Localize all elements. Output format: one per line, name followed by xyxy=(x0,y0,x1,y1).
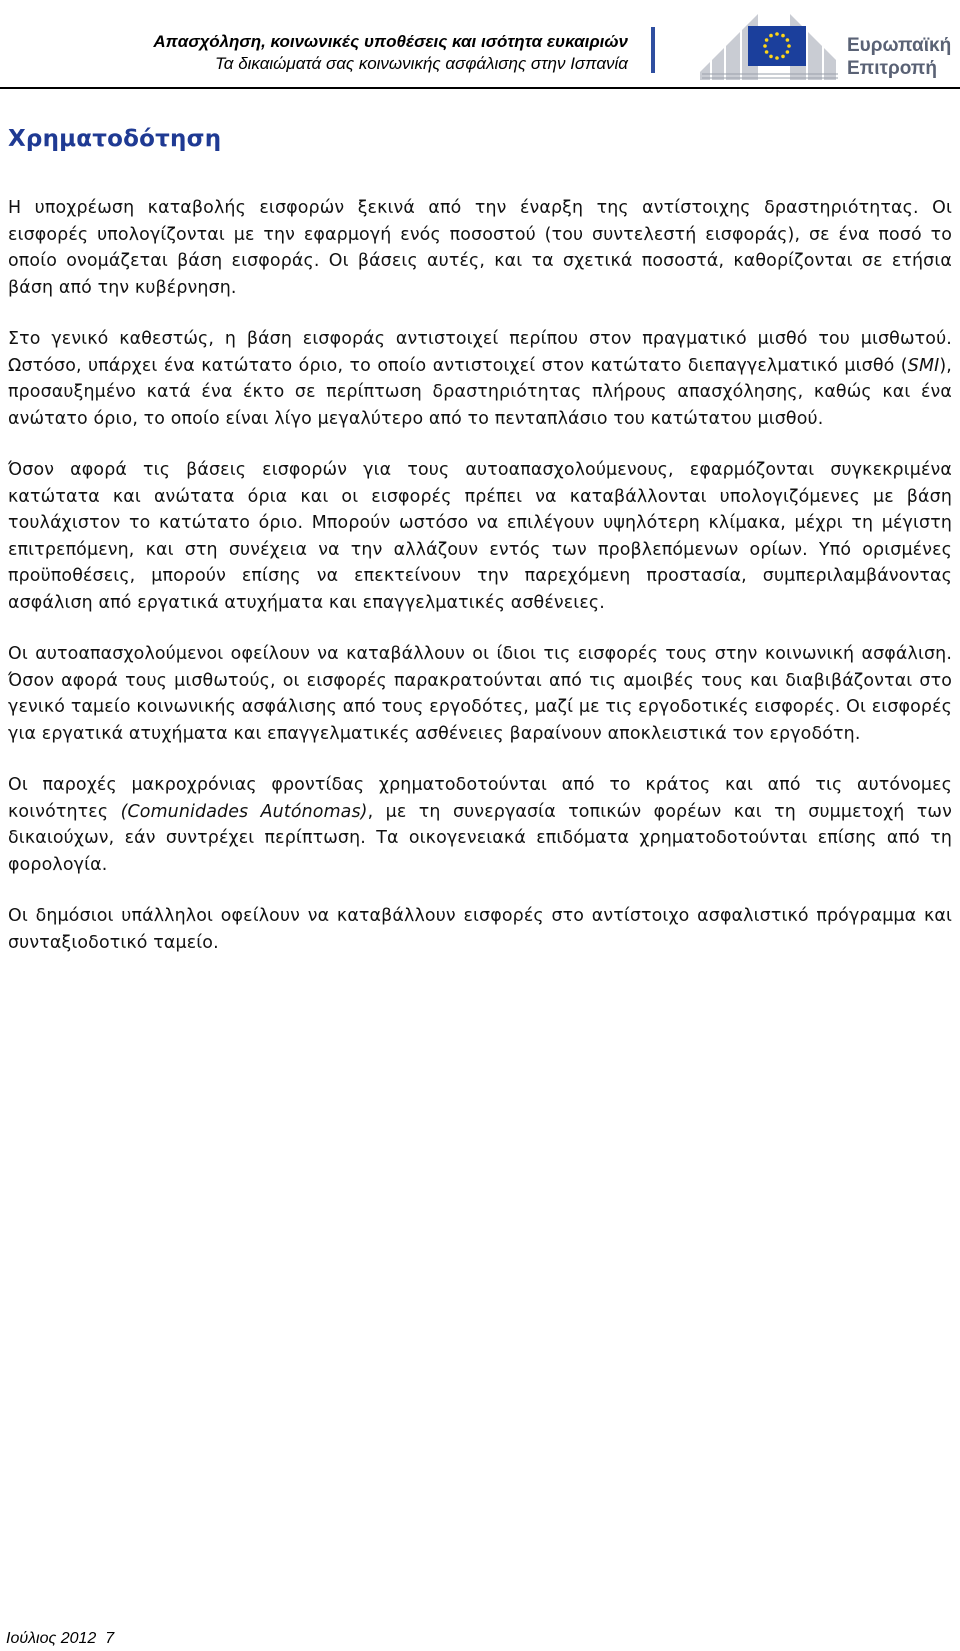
european-commission-logo-icon xyxy=(690,0,840,85)
header-divider-bar xyxy=(651,27,655,73)
body-paragraph xyxy=(8,641,952,747)
paragraph-text: Όσον αφορά τις βάσεις εισφορών για τους αυτοαπασχολούμενους, εφαρμόζονται συγκεκριμένα κατώτατα και ανώτατα όρια και οι εισφορές πρέπει να καταβάλλονται υπολογιζόμενες με βάση τουλάχιστον το κατώτατο όριο. Μπορούν ωστόσο να επιλέγουν υψηλότερη κλίμακα, μέχρι τη μέγιστη επιτρεπόμενη, και στη συνέχεια να την αλλάζουν εντός των προβλεπόμενων ορίων. Υπό ορισμένες προϋποθέσεις, μπορούν επίσης να επεκτείνουν την παρεχόμενη προστασία, συμπεριλαμβάνοντας ασφάλιση από εργατικά ατυχήματα και επαγγελματικές ασθένειες. xyxy=(8,460,952,613)
page-header xyxy=(0,0,960,90)
italic-term: SMI xyxy=(907,355,940,376)
section-body xyxy=(8,195,952,981)
body-paragraph xyxy=(8,195,952,301)
page-number: 7 xyxy=(105,1630,115,1647)
paragraph-text: Στο γενικό καθεστώς, η βάση εισφοράς αντιστοιχεί περίπου στον πραγματικό μισθό του μισθωτού. Ωστόσο, υπάρχει ένα κατώτατο όριο, το οποίο αντιστοιχεί στον κατώτατο διεπαγγελματικό μισθό ( xyxy=(8,329,952,376)
footer-date: Ιούλιος 2012 xyxy=(6,1630,97,1647)
italic-term: (Comunidades Autónomas) xyxy=(120,801,368,822)
header-title xyxy=(153,31,628,75)
organization-name-line2: Επιτροπή xyxy=(847,58,937,79)
header-title-line1: Απασχόληση, κοινωνικές υποθέσεις και ισότητα ευκαιριών xyxy=(153,32,628,51)
paragraph-text: Οι αυτοαπασχολούμενοι οφείλουν να καταβάλλουν οι ίδιοι τις εισφορές τους στην κοινωνική ασφάλιση. Όσον αφορά τους μισθωτούς, οι εισφορές παρακρατούνται από τις αμοιβές τους και διαβιβάζονται στο γενικό ταμείο κοινωνικής ασφάλισης από τους εργοδότες, μαζί με τις εργοδοτικές εισφορές. Οι εισφορές για εργατικά ατυχήματα και επαγγελματικές ασθένειες βαραίνουν αποκλειστικά τον εργοδότη. xyxy=(8,644,952,744)
paragraph-text: Οι δημόσιοι υπάλληλοι οφείλουν να καταβάλλουν εισφορές στο αντίστοιχο ασφαλιστικό πρόγραμμα και συνταξιοδοτικό ταμείο. xyxy=(8,906,952,953)
page-footer xyxy=(6,1630,114,1648)
body-paragraph xyxy=(8,326,952,432)
paragraph-text: Οι παροχές μακροχρόνιας φροντίδας χρηματοδοτούνται από το κράτος και από τις αυτόνομες κοινότητες xyxy=(8,775,952,822)
body-paragraph xyxy=(8,457,952,616)
header-title-line2: Τα δικαιώματά σας κοινωνικής ασφάλισης στην Ισπανία xyxy=(214,54,628,73)
paragraph-text: ), προσαυξημένο κατά ένα έκτο σε περίπτωση δραστηριότητας πλήρους απασχόλησης, καθώς και ένα ανώτατο όριο, το οποίο είναι λίγο μεγαλύτερο από το πενταπλάσιο του κατώτατου μισθού. xyxy=(8,355,952,429)
organization-name xyxy=(847,34,951,80)
body-paragraph xyxy=(8,903,952,956)
paragraph-text: , με τη συνεργασία τοπικών φορέων και τη συμμετοχή των δικαιούχων, εάν συντρέχει περίπτωση. Τα οικογενειακά επιδόματα χρηματοδοτούνται επίσης από τη φορολογία. xyxy=(8,801,952,875)
organization-name-line1: Ευρωπαϊκή xyxy=(847,35,952,56)
section-title: Χρηματοδότηση xyxy=(8,126,222,152)
paragraph-text: Η υποχρέωση καταβολής εισφορών ξεκινά από την έναρξη της αντίστοιχης δραστηριότητας. Οι εισφορές υπολογίζονται με την εφαρμογή ενός ποσοστού (του συντελεστή εισφοράς), σε ένα ποσό το οποίο ονομάζεται βάση εισφοράς. Οι βάσεις αυτές, και τα σχετικά ποσοστά, καθορίζονται σε ετήσια βάση από την κυβέρνηση. xyxy=(8,198,952,298)
header-rule xyxy=(0,87,960,89)
body-paragraph xyxy=(8,772,952,878)
